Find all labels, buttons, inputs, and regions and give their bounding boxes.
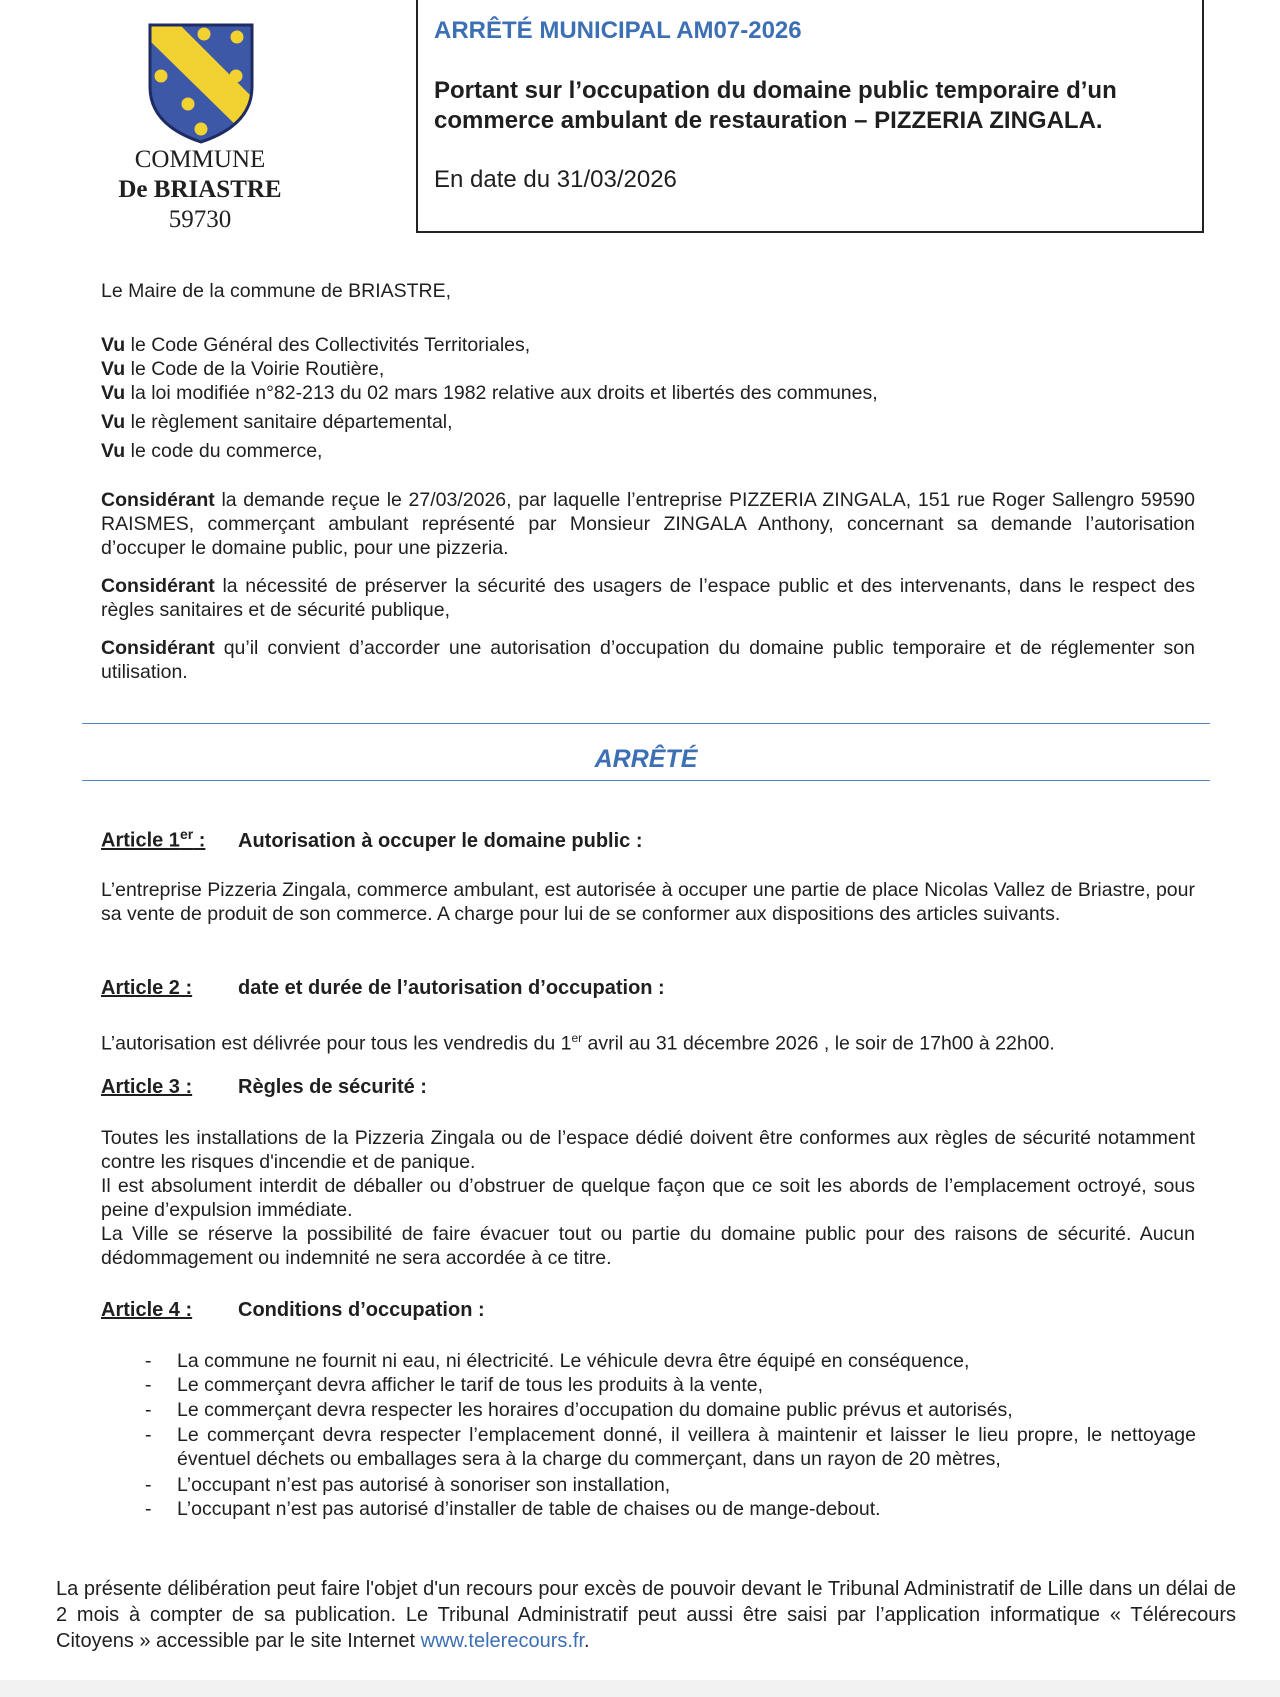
considerant-paragraph <box>101 488 1195 560</box>
article-3-body <box>101 1126 1195 1270</box>
page-bottom-strip <box>0 1680 1280 1697</box>
article-2-heading <box>101 977 665 1000</box>
arrete-date: En date du 31/03/2026 <box>434 166 677 193</box>
article-number: Article 4 : <box>101 1299 193 1321</box>
article-title: date et durée de l’autorisation d’occupation : <box>238 977 665 999</box>
subject-line: commerce ambulant de restauration – PIZZERIA ZINGALA. <box>434 107 1103 134</box>
vu-line <box>101 410 453 434</box>
considerant-paragraph <box>101 636 1195 684</box>
telerecours-link[interactable]: www.telerecours.fr <box>420 1630 585 1652</box>
considerant-keyword: Considérant <box>101 637 215 659</box>
bezant <box>167 39 179 51</box>
commune-postcode: 59730 <box>168 206 232 233</box>
article-number: Article 2 : <box>101 977 193 999</box>
vu-keyword: Vu <box>101 334 126 356</box>
vu-text: le code du commerce, <box>130 440 323 462</box>
considerant-text: qu’il convient d’accorder une autorisation d’occupation du domaine public temporaire et de réglementer son utilisation. <box>101 637 1196 683</box>
article-4-heading <box>101 1299 485 1322</box>
article-1-heading <box>101 826 643 853</box>
considerant-paragraph <box>101 574 1195 622</box>
bezant <box>195 123 207 135</box>
vu-line <box>101 439 322 463</box>
article-number: Article 1er : <box>101 826 206 852</box>
bezant <box>198 28 210 40</box>
divider-top <box>82 723 1210 724</box>
article-3-paragraph: La Ville se réserve la possibilité de faire évacuer tout ou partie du domaine public pour des raisons de sécurité. Aucun dédommagement ou indemnité ne sera accordée à ce titre. <box>101 1223 1195 1269</box>
arrete-subject <box>434 76 1184 136</box>
bezant <box>230 70 242 82</box>
vu-line <box>101 333 530 357</box>
article-title: Autorisation à occuper le domaine public : <box>238 829 643 852</box>
article-3-heading <box>101 1076 427 1099</box>
footer-recours-notice: La présente délibération peut faire l'objet d'un recours pour excès de pouvoir devant le Tribunal Administratif de Lille dans un délai de 2 mois à compter de sa publication. Le Tribunal Administratif peut aussi être saisi par l’application informatique « Télérecours Citoyens » accessible par le site Internet www.telerecours.fr. <box>56 1578 1236 1652</box>
vu-keyword: Vu <box>101 411 126 433</box>
arrete-number: ARRÊTÉ MUNICIPAL AM07-2026 <box>434 17 802 44</box>
commune-town: De BRIASTRE <box>118 176 282 203</box>
article-title: Règles de sécurité : <box>238 1076 427 1098</box>
considerant-keyword: Considérant <box>101 575 215 597</box>
article-2-body: L’autorisation est délivrée pour tous les vendredis du 1er avril au 31 décembre 2026 , le soir de 17h00 à 22h00. <box>101 1031 1055 1055</box>
bezant <box>155 70 167 82</box>
article-3-paragraph: Toutes les installations de la Pizzeria Zingala ou de l’espace dédié doivent être conformes aux règles de sécurité notamment contre les risques d'incendie et de panique. <box>101 1127 1195 1173</box>
considerant-text: la nécessité de préserver la sécurité des usagers de l’espace public et des intervenants, dans le respect des règles sanitaires et de sécurité publique, <box>101 575 1195 621</box>
subject-line: Portant sur l’occupation du domaine public temporaire d’un <box>434 77 1117 104</box>
commune-coat-of-arms <box>146 21 256 145</box>
vu-keyword: Vu <box>101 440 126 462</box>
considerant-keyword: Considérant <box>101 489 215 511</box>
commune-name: COMMUNE <box>134 146 266 173</box>
vu-keyword: Vu <box>101 382 126 404</box>
vu-text: la loi modifiée n°82-213 du 02 mars 1982 relative aux droits et libertés des communes, <box>130 382 878 404</box>
maire-line: Le Maire de la commune de BRIASTRE, <box>101 280 452 302</box>
considerant-text: la demande reçue le 27/03/2026, par laquelle l’entreprise PIZZERIA ZINGALA, 151 rue Roger Sallengro 59590 RAISMES, commerçant ambulant représenté par Monsieur ZINGALA Anthony, concernant sa demande l’autorisation d’occuper le domaine public, pour une pizzeria. <box>101 489 1195 559</box>
bezant <box>182 98 194 110</box>
arrete-section-title: ARRÊTÉ <box>594 745 698 773</box>
article-title: Conditions d’occupation : <box>238 1299 485 1321</box>
article-3-paragraph: Il est absolument interdit de déballer ou d’obstruer de quelque façon que ce soit les abords de l’emplacement octroyé, sous peine d’expulsion immédiate. <box>101 1175 1195 1221</box>
vu-line <box>101 381 878 405</box>
bezant <box>231 31 243 43</box>
article-1-body: L’entreprise Pizzeria Zingala, commerce ambulant, est autorisée à occuper une partie de place Nicolas Vallez de Briastre, pour sa vente de produit de son commerce. A charge pour lui de se conformer aux dispositions des articles suivants. <box>101 879 1195 925</box>
article-number: Article 3 : <box>101 1076 193 1098</box>
vu-text: le Code de la Voirie Routière, <box>130 358 385 380</box>
divider-bottom <box>82 780 1210 781</box>
vu-keyword: Vu <box>101 358 126 380</box>
vu-text: le Code Général des Collectivités Territoriales, <box>130 334 531 356</box>
vu-text: le règlement sanitaire départemental, <box>130 411 453 433</box>
vu-line <box>101 357 384 381</box>
